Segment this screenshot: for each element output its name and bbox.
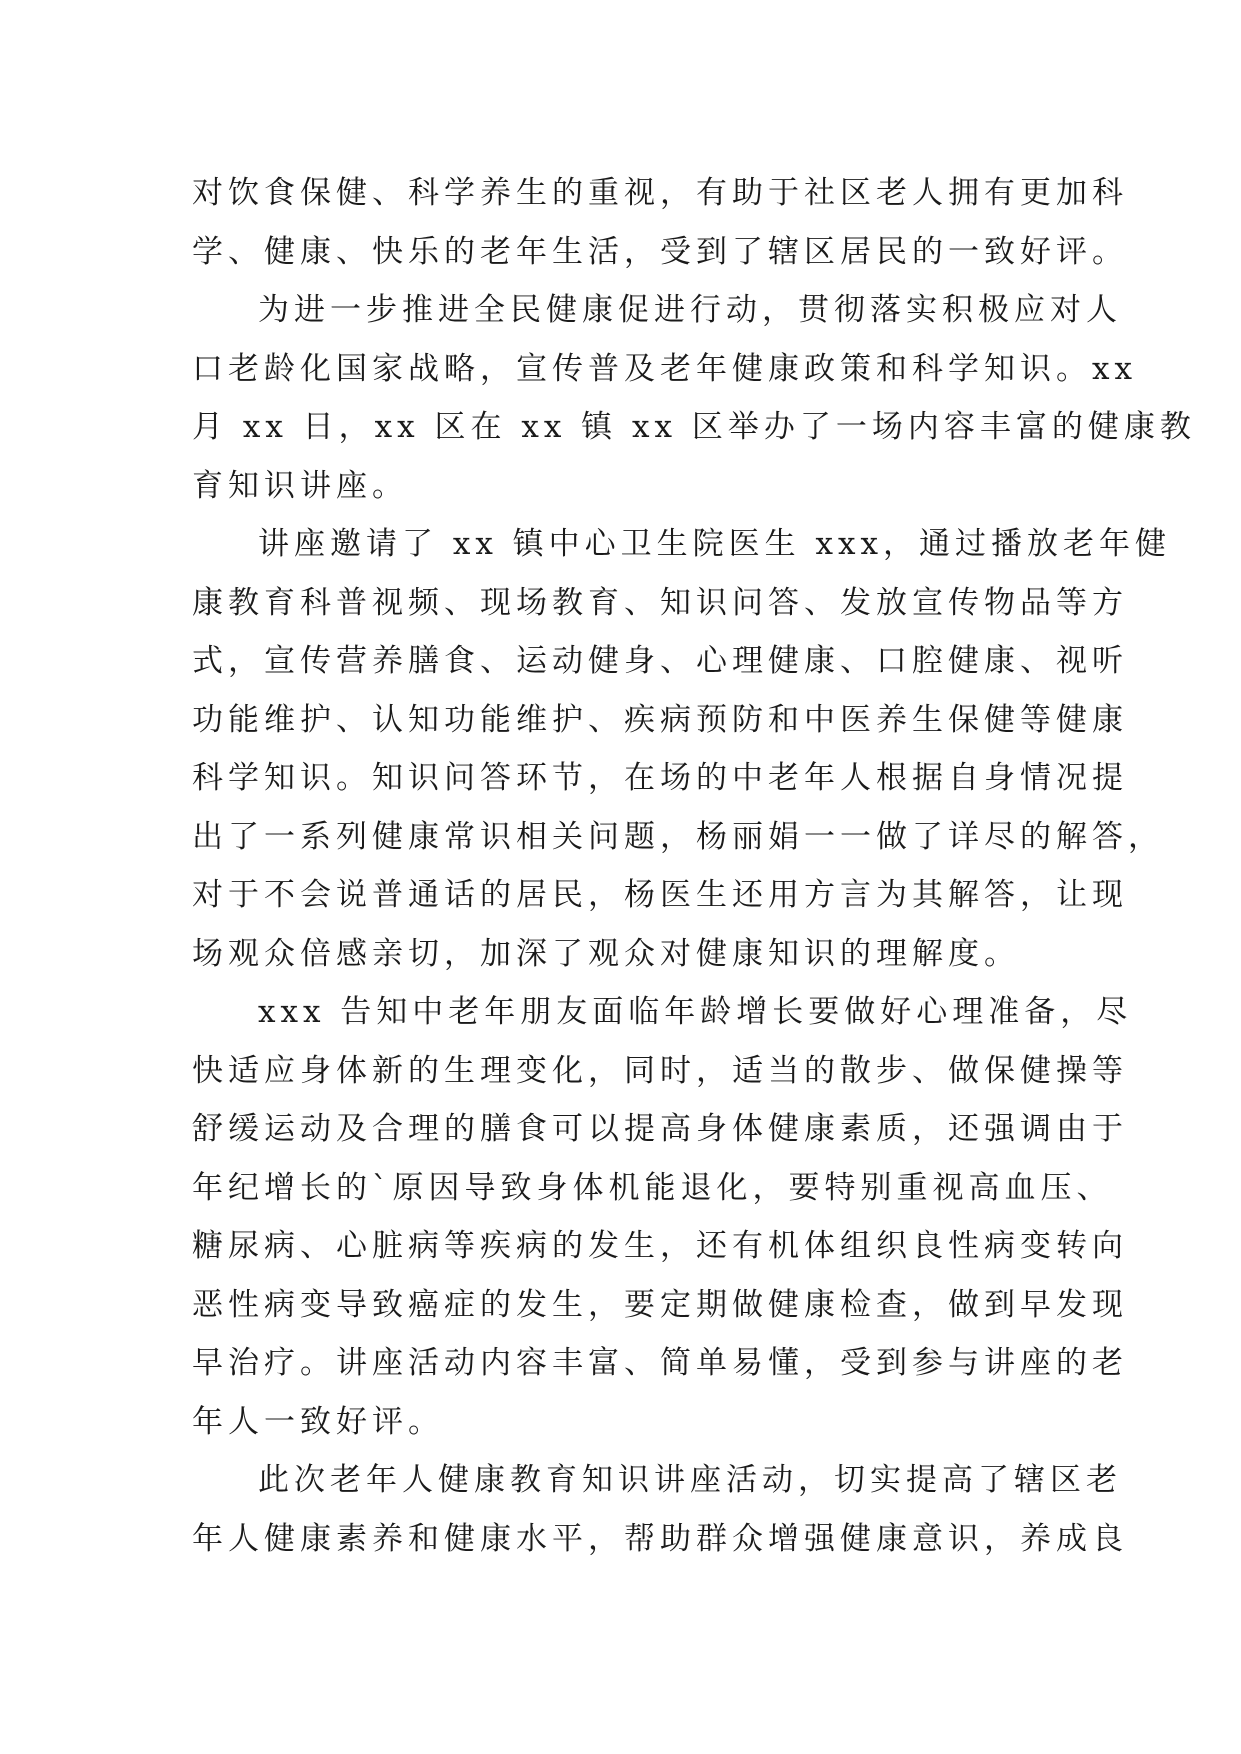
text-line-6: 育知识讲座。 xyxy=(192,467,408,504)
text-line-14: 场观众倍感亲切，加深了观众对健康知识的理解度。 xyxy=(192,935,1020,972)
text-line-23: 此次老年人健康教育知识讲座活动，切实提高了辖区老 xyxy=(258,1462,1122,1498)
text-line-3: 为进一步推进全民健康促进行动，贯彻落实积极应对人 xyxy=(258,292,1122,328)
text-line-1: 对饮食保健、科学养生的重视，有助于社区老人拥有更加科 xyxy=(192,175,1128,211)
text-line-22: 年人一致好评。 xyxy=(192,1403,444,1440)
text-line-20: 恶性病变导致癌症的发生，要定期做健康检查，做到早发现 xyxy=(192,1286,1128,1323)
text-line-10: 功能维护、认知功能维护、疾病预防和中医养生保健等健康 xyxy=(192,701,1128,738)
text-line-17: 舒缓运动及合理的膳食可以提高身体健康素质，还强调由于 xyxy=(192,1111,1128,1147)
text-line-4: 口老龄化国家战略，宣传普及老年健康政策和科学知识。xx xyxy=(192,350,1137,387)
text-line-2: 学、健康、快乐的老年生活，受到了辖区居民的一致好评。 xyxy=(192,233,1128,270)
text-line-5: 月 xx 日，xx 区在 xx 镇 xx 区举办了一场内容丰富的健康教 xyxy=(192,409,1196,445)
text-line-21: 早治疗。讲座活动内容丰富、简单易懂，受到参与讲座的老 xyxy=(192,1345,1128,1381)
text-line-13: 对于不会说普通话的居民，杨医生还用方言为其解答，让现 xyxy=(192,877,1128,913)
body-text xyxy=(192,164,1196,1568)
text-line-15: xxx 告知中老年朋友面临年龄增长要做好心理准备，尽 xyxy=(258,994,1133,1030)
text-line-7: 讲座邀请了 xx 镇中心卫生院医生 xxx，通过播放老年健 xyxy=(258,526,1171,562)
text-line-16: 快适应身体新的生理变化，同时，适当的散步、做保健操等 xyxy=(192,1052,1128,1089)
text-line-19: 糖尿病、心脏病等疾病的发生，还有机体组织良性病变转向 xyxy=(192,1228,1128,1264)
text-line-18: 年纪增长的`原因导致身体机能退化，要特别重视高血压、 xyxy=(192,1169,1113,1206)
text-line-24: 年人健康素养和健康水平，帮助群众增强健康意识，养成良 xyxy=(192,1520,1128,1557)
text-line-11: 科学知识。知识问答环节，在场的中老年人根据自身情况提 xyxy=(192,760,1128,796)
text-line-8: 康教育科普视频、现场教育、知识问答、发放宣传物品等方 xyxy=(192,584,1128,621)
text-line-12: 出了一系列健康常识相关问题，杨丽娟一一做了详尽的解答， xyxy=(192,818,1164,855)
text-line-9: 式，宣传营养膳食、运动健身、心理健康、口腔健康、视听 xyxy=(192,643,1128,679)
